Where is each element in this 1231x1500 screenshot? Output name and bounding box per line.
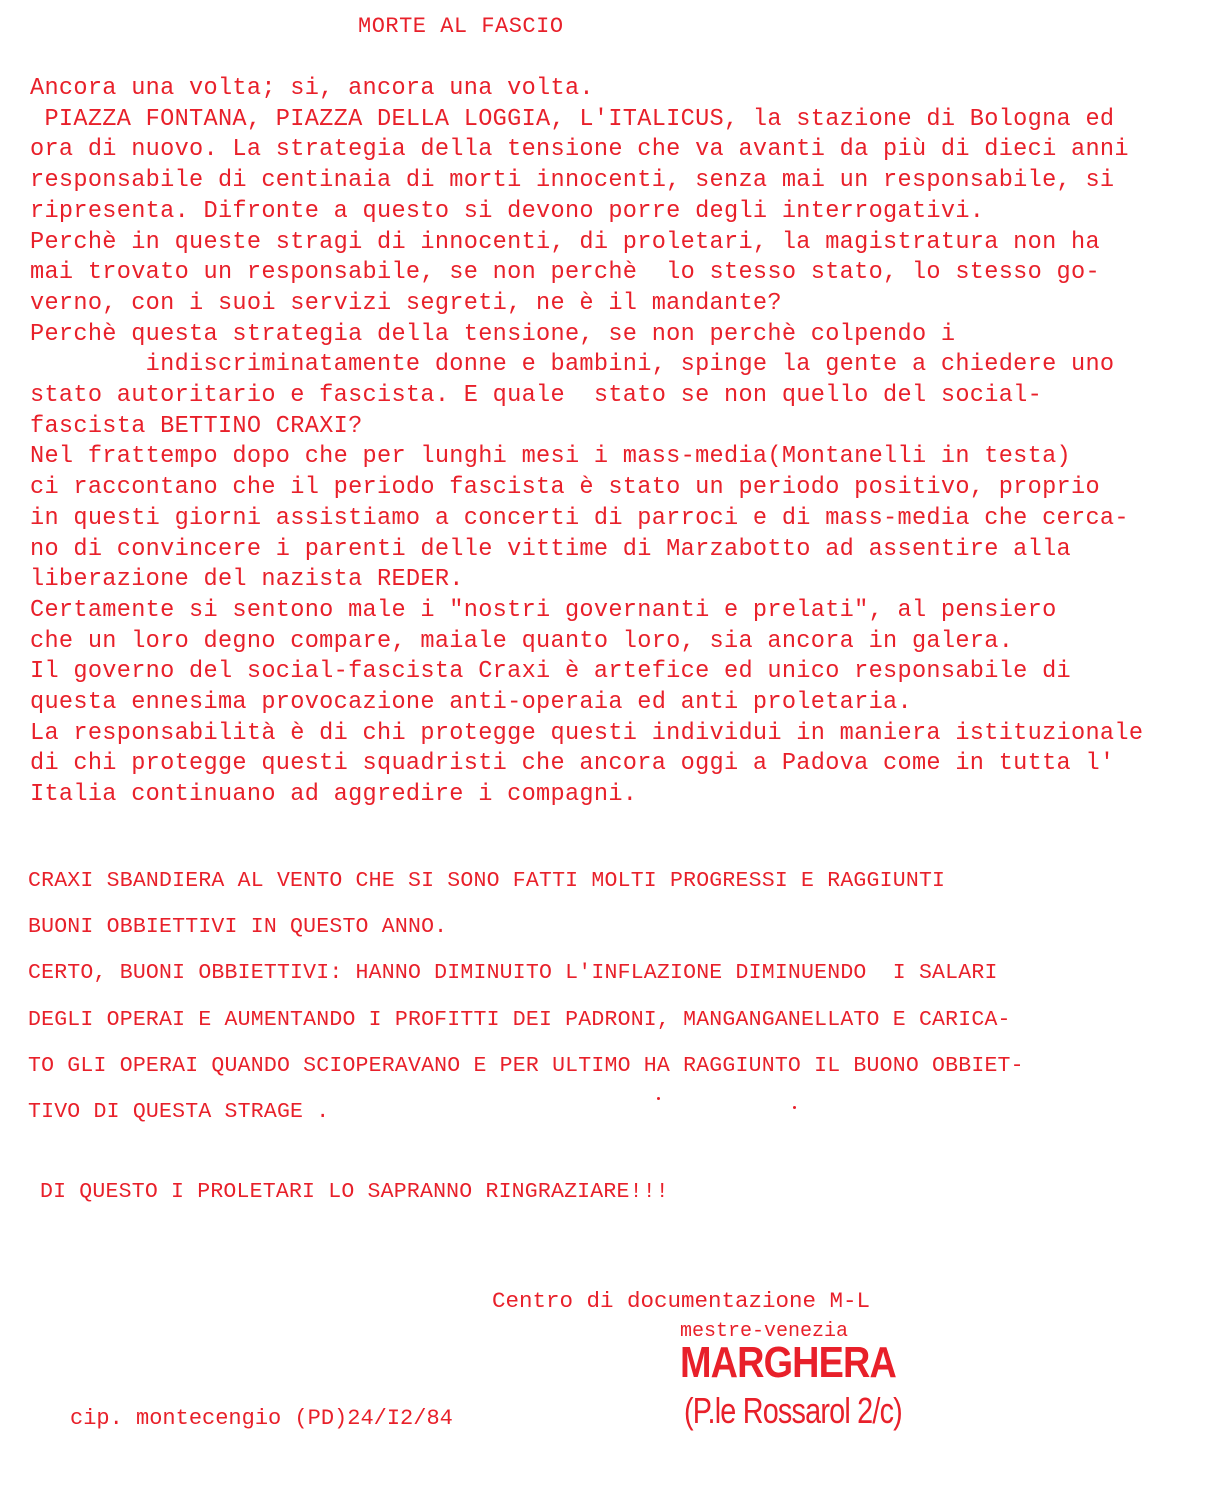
body-line: fascista BETTINO CRAXI?	[30, 412, 363, 440]
body-line: Perchè questa strategia della tensione, se non perchè colpendo i	[30, 320, 956, 348]
body-line: ripresenta. Difronte a questo si devono porre degli interrogativi.	[30, 197, 985, 225]
ink-speck	[657, 1097, 660, 1100]
caps-line: DEGLI OPERAI E AUMENTANDO I PROFITTI DEI PADRONI, MANGANGANELLATO E CARICA-	[28, 1007, 1011, 1032]
signature-city: mestre-venezia	[680, 1320, 849, 1343]
body-line: responsabile di centinaia di morti innocenti, senza mai un responsabile, si	[30, 167, 1115, 195]
leaflet-title: MORTE AL FASCIO	[358, 14, 564, 39]
body-line: La responsabilità è di chi protegge questi individui in maniera istituzionale	[30, 719, 1144, 747]
body-line: verno, con i suoi servizi segreti, ne è il mandante?	[30, 289, 782, 317]
printer-line: cip. montecengio (PD)24/I2/84	[70, 1406, 453, 1431]
caps-line: CERTO, BUONI OBBIETTIVI: HANNO DIMINUITO L'INFLAZIONE DIMINUENDO I SALARI	[28, 961, 998, 986]
body-line: ora di nuovo. La strategia della tensione che va avanti da più di dieci anni	[30, 136, 1129, 164]
body-line: di chi protegge questi squadristi che ancora oggi a Padova come in tutta l'	[30, 750, 1115, 778]
caps-line: TO GLI OPERAI QUANDO SCIOPERAVANO E PER ULTIMO HA RAGGIUNTO IL BUONO OBBIET-	[28, 1053, 1024, 1078]
closing-line: DI QUESTO I PROLETARI LO SAPRANNO RINGRAZIARE!!!	[40, 1180, 669, 1204]
body-line: Perchè in queste stragi di innocenti, di proletari, la magistratura non ha	[30, 228, 1100, 256]
body-line: stato autoritario e fascista. E quale stato se non quello del social-	[30, 382, 1043, 410]
body-line: ci raccontano che il periodo fascista è stato un periodo positivo, proprio	[30, 474, 1100, 502]
body-line: Ancora una volta; si, ancora una volta.	[30, 75, 594, 102]
body-line: mai trovato un responsabile, se non perchè lo stesso stato, lo stesso go-	[30, 259, 1100, 287]
caps-line: CRAXI SBANDIERA AL VENTO CHE SI SONO FATTI MOLTI PROGRESSI E RAGGIUNTI	[28, 869, 946, 893]
stamp-address: (P.le Rossarol 2/c)	[684, 1390, 902, 1431]
ink-speck	[793, 1106, 796, 1109]
body-line: Italia continuano ad aggredire i compagni.	[30, 781, 638, 809]
stamp-name: MARGHERA	[680, 1338, 896, 1387]
body-line: Il governo del social-fascista Craxi è artefice ed unico responsabile di	[30, 658, 1072, 686]
body-line: Certamente si sentono male i "nostri governanti e prelati", al pensiero	[30, 596, 1057, 624]
body-line: questa ennesima provocazione anti-operaia ed anti proletaria.	[30, 689, 912, 717]
body-line: no di convincere i parenti delle vittime di Marzabotto ad assentire alla	[30, 535, 1072, 563]
body-line: che un loro degno compare, maiale quanto loro, sia ancora in galera.	[30, 627, 1014, 655]
body-line: PIAZZA FONTANA, PIAZZA DELLA LOGGIA, L'ITALICUS, la stazione di Bologna ed	[30, 105, 1115, 133]
caps-section	[28, 858, 1228, 1135]
body-line: indiscriminatamente donne e bambini, spinge la gente a chiedere uno	[30, 351, 1115, 379]
body-line: Nel frattempo dopo che per lunghi mesi i mass-media(Montanelli in testa)	[30, 443, 1072, 471]
caps-line: TIVO DI QUESTA STRAGE .	[28, 1100, 330, 1125]
caps-line: BUONI OBBIETTIVI IN QUESTO ANNO.	[28, 915, 448, 940]
body-line: liberazione del nazista REDER.	[30, 566, 464, 594]
body-line: in questi giorni assistiamo a concerti di parroci e di mass-media che cerca-	[30, 504, 1129, 532]
signature-centro: Centro di documentazione M-L	[492, 1288, 871, 1314]
body-text	[30, 74, 1230, 811]
